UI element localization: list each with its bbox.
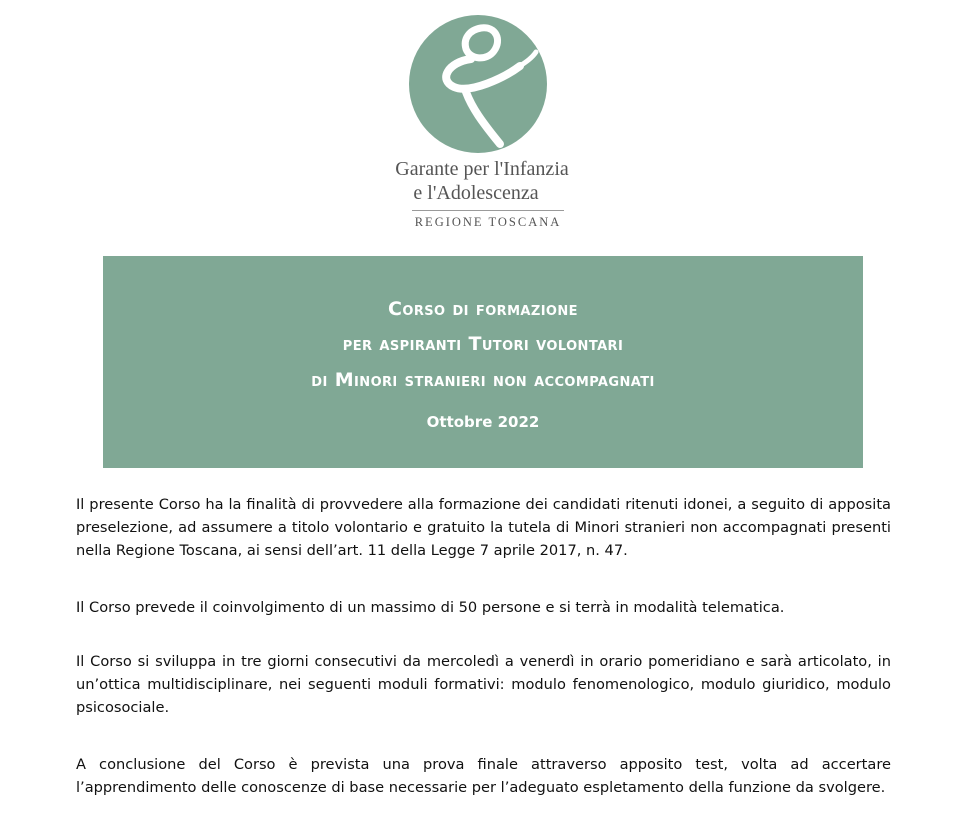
org-logo bbox=[0, 0, 960, 240]
child-figure-icon bbox=[408, 12, 548, 157]
banner-date: Ottobre 2022 bbox=[426, 413, 540, 431]
title-banner bbox=[103, 256, 863, 468]
paragraph-purpose: Il presente Corso ha la finalità di provvedere alla formazione dei candidati ritenuti idonei, a seguito di apposita preselezione, ad assumere a titolo volontario e gratuito la tutela di Minori stranieri non accompagnati presenti nella Regione Toscana, ai sensi dell’art. 11 della Legge 7 aprile 2017, n. 47. bbox=[76, 496, 891, 559]
banner-title-line3: di Minori stranieri non accompagnati bbox=[311, 369, 655, 391]
banner-title-line2: per aspiranti Tutori volontari bbox=[342, 333, 624, 355]
logo-divider bbox=[412, 210, 564, 211]
paragraph-final-test: A conclusione del Corso è prevista una prova finale attraverso apposito test, volta ad accertare l’apprendimento delle conoscenze di base necessarie per l’adeguato espletamento della funzione da svolgere. bbox=[76, 756, 891, 796]
banner-title-line1: Corso di formazione bbox=[388, 298, 578, 320]
paragraph-participants: Il Corso prevede il coinvolgimento di un massimo di 50 persone e si terrà in modalità telematica. bbox=[76, 599, 785, 616]
org-name-line1: Garante per l'Infanzia bbox=[395, 158, 569, 180]
paragraph-schedule: Il Corso si sviluppa in tre giorni consecutivi da mercoledì a venerdì in orario pomeridiano e sarà articolato, in un’ottica multidisciplinare, nei seguenti moduli formativi: modulo fenomenologico, modulo giuridico, modulo psicosociale. bbox=[76, 653, 891, 716]
org-name-line2: e l'Adolescenza bbox=[413, 182, 539, 204]
org-region: REGIONE TOSCANA bbox=[414, 215, 562, 229]
